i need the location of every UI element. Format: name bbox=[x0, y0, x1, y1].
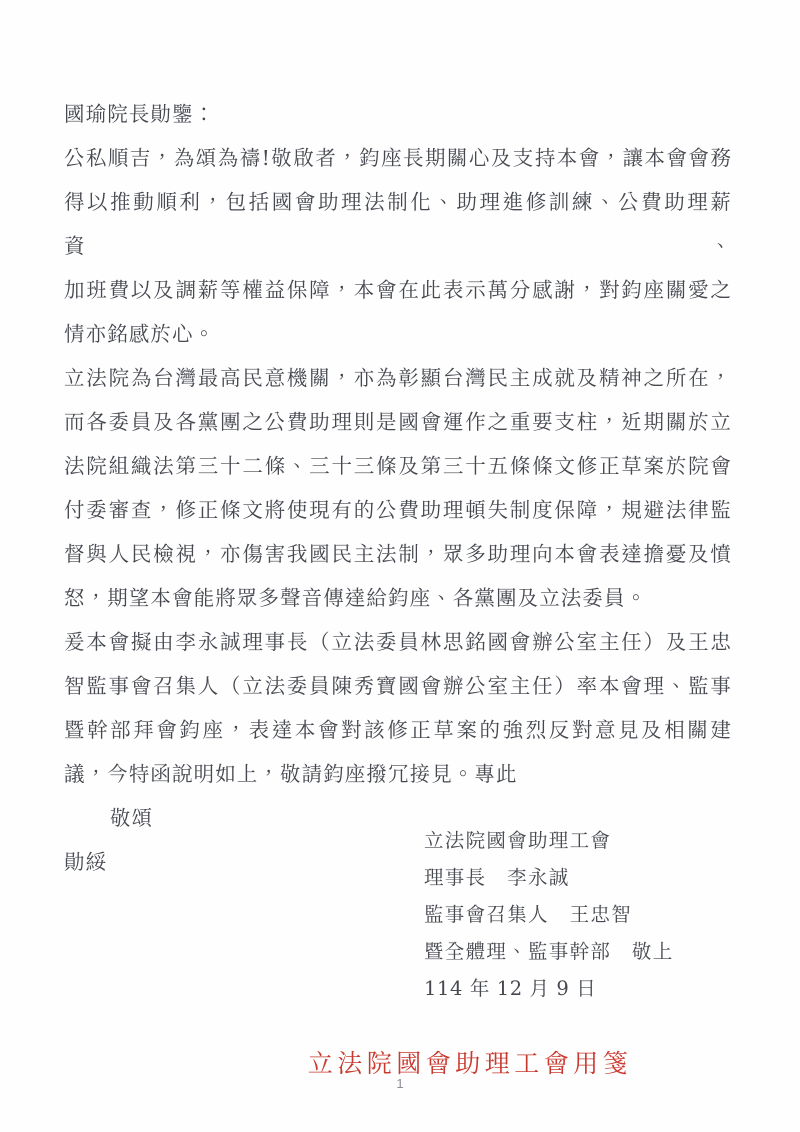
paragraph-1-line-1: 公私順吉，為頌為禱!敬啟者，鈞座長期關心及支持本會，讓本會會務 bbox=[64, 146, 732, 170]
paragraph-2-line-3: 法院組織法第三十二條、三十三條及第三十五條條文修正草案於院會 bbox=[64, 454, 732, 478]
paragraph-2-line-6: 怒，期望本會能將眾多聲音傳達給鈞座、各黨團及立法委員。 bbox=[64, 586, 648, 610]
letterhead-text: 立法院國會助理工會用箋 bbox=[307, 1049, 633, 1078]
paragraph-1-line-3: 加班費以及調薪等權益保障，本會在此表示萬分感謝，對鈞座關愛之 bbox=[64, 278, 732, 302]
paragraph-2-line-2: 而各委員及各黨團之公費助理則是國會運作之重要支柱，近期關於立 bbox=[64, 410, 732, 434]
paragraph-1-line-2: 得以推動順利，包括國會助理法制化、助理進修訓練、公費助理薪資、 bbox=[64, 190, 732, 258]
paragraph-3-line-3: 暨幹部拜會鈞座，表達本會對該修正草案的強烈反對意見及相關建 bbox=[64, 718, 732, 742]
closing-final: 勛綏 bbox=[64, 850, 108, 874]
paragraph-2-line-1: 立法院為台灣最高民意機關，亦為彰顯台灣民主成就及精神之所在， bbox=[64, 366, 732, 390]
paragraph-3-line-2: 智監事會召集人（立法委員陳秀寶國會辦公室主任）率本會理、監事 bbox=[64, 674, 732, 698]
signature-organization: 立法院國會助理工會 bbox=[424, 829, 612, 852]
salutation: 國瑜院長勛鑒： bbox=[64, 102, 216, 126]
paragraph-3 bbox=[64, 620, 732, 796]
signature-staff: 暨全體理、監事幹部 敬上 bbox=[424, 940, 674, 963]
signature-chairman: 理事長 李永誠 bbox=[424, 866, 570, 889]
letterhead bbox=[0, 1044, 800, 1080]
closing-salutation: 敬頌 bbox=[110, 806, 154, 830]
paragraph-1 bbox=[64, 136, 732, 356]
signature-date: 114 年 12 月 9 日 bbox=[424, 977, 597, 1000]
paragraph-1-line-4: 情亦銘感於心。 bbox=[64, 322, 216, 346]
paragraph-2-line-4: 付委審查，修正條文將使現有的公費助理頓失制度保障，規避法律監 bbox=[64, 498, 732, 522]
paragraph-2-line-5: 督與人民檢視，亦傷害我國民主法制，眾多助理向本會表達擔憂及憤 bbox=[64, 542, 732, 566]
paragraph-2 bbox=[64, 356, 732, 620]
page-number: 1 bbox=[396, 1076, 404, 1091]
signature-block bbox=[424, 822, 744, 1007]
signature-supervisor-convener: 監事會召集人 王忠智 bbox=[424, 903, 633, 926]
letter-body bbox=[64, 92, 732, 884]
paragraph-3-line-4: 議，今特函說明如上，敬請鈞座撥冗接見。專此 bbox=[64, 762, 518, 786]
paragraph-3-line-1: 爰本會擬由李永誠理事長（立法委員林思銘國會辦公室主任）及王忠 bbox=[64, 630, 732, 654]
